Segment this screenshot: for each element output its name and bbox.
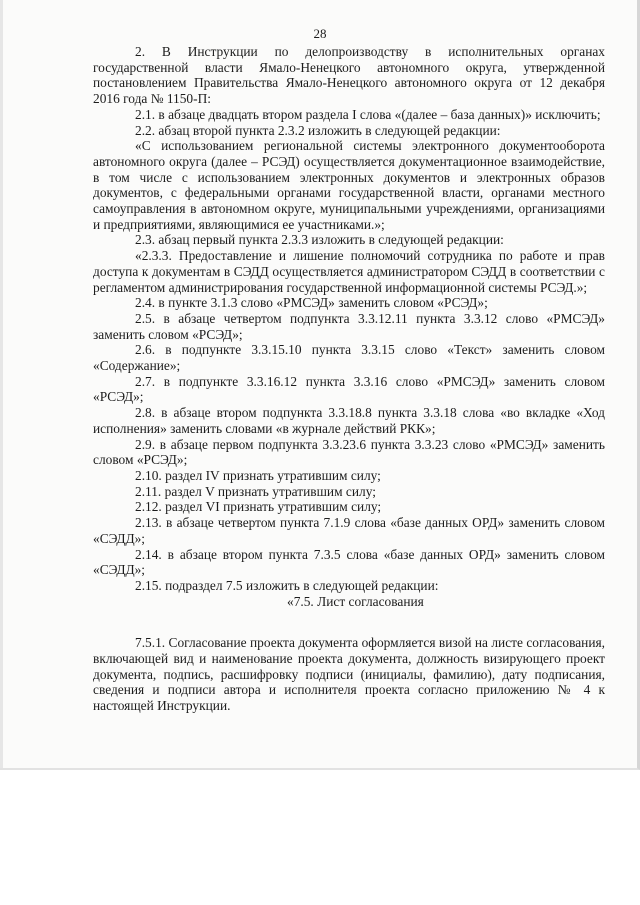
paragraph-2-9: 2.9. в абзаце первом подпункта 3.3.23.6 пункта 3.3.23 слово «РМСЭД» заменить словом «РСЭД»; bbox=[93, 436, 605, 468]
quote-2-2: «С использованием региональной системы электронного документооборота автономного округа (далее – РСЭД) осуществляется документационное взаимодействие, в том числе с использованием электронных документов и электронных образов документов, с федеральными органами государственной власти, органами местного самоуправления в автономном округе, муниципальными учреждениями, организациями и предприятиями, являющимися ее участниками.»; bbox=[93, 138, 605, 232]
paragraph-2-12: 2.12. раздел VI признать утратившим силу; bbox=[135, 499, 382, 515]
paragraph-2-7: 2.7. в подпункте 3.3.16.12 пункта 3.3.16 слово «РМСЭД» заменить словом «РСЭД»; bbox=[93, 373, 605, 405]
paragraph-2-14: 2.14. в абзаце втором пункта 7.3.5 слова «базе данных ОРД» заменить словом «СЭДД»; bbox=[93, 546, 605, 578]
paragraph-2-6: 2.6. в подпункте 3.3.15.10 пункта 3.3.15 слово «Текст» заменить словом «Содержание»; bbox=[93, 342, 605, 374]
paragraph-2-5: 2.5. в абзаце четвертом подпункта 3.3.12.11 пункта 3.3.12 слово «РМСЭД» заменить словом «РСЭД»; bbox=[93, 310, 605, 342]
paragraph-2-11: 2.11. раздел V признать утратившим силу; bbox=[135, 483, 376, 499]
paragraph-2-8: 2.8. в абзаце втором подпункта 3.3.18.8 пункта 3.3.18 слова «во вкладке «Ход исполнения» заменить словами «в журнале действий РКК»; bbox=[93, 405, 605, 436]
paragraph-2: 2. В Инструкции по делопроизводству в исполнительных органах государственной власти Ямало-Ненецкого автономного округа, утвержденной постановлением Правительства Ямало-Ненецкого автономного округа от 12 декабря 2016 года № 1150-П: bbox=[93, 44, 605, 107]
paragraph-2-15: 2.15. подраздел 7.5 изложить в следующей редакции: bbox=[135, 577, 439, 593]
paragraph-2-3: 2.3. абзац первый пункта 2.3.3 изложить в следующей редакции: bbox=[135, 232, 504, 248]
paragraph-2-13: 2.13. в абзаце четвертом пункта 7.1.9 слова «базе данных ОРД» заменить словом «СЭДД»; bbox=[93, 515, 605, 546]
paragraph-2-2: 2.2. абзац второй пункта 2.3.2 изложить в следующей редакции: bbox=[135, 122, 501, 138]
paragraph-7-5-1: 7.5.1. Согласование проекта документа оформляется визой на листе согласования, включающей вид и наименование проекта документа, должность визирующего проект документа, подпись, расшифровку подписи (инициалы, фамилию), дату подписания, сведения и подписи автора и исполнителя проекта согласно приложению № 4 к настоящей Инструкции. bbox=[93, 635, 605, 714]
spacer bbox=[93, 609, 605, 635]
quote-2-3: «2.3.3. Предоставление и лишение полномочий сотрудника по работе и прав доступа к документам в СЭДД осуществляется администратором СЭДД в соответствии с регламентом администрирования государственной информационной системы РСЭД.»; bbox=[93, 248, 605, 295]
paragraph-2-4: 2.4. в пункте 3.1.3 слово «РМСЭД» заменить словом «РСЭД»; bbox=[135, 295, 488, 311]
paragraph-2-1: 2.1. в абзаце двадцать втором раздела I слова «(далее – база данных)» исключить; bbox=[135, 106, 601, 122]
page-number: 28 bbox=[313, 26, 327, 41]
paragraph-2-10: 2.10. раздел IV признать утратившим силу; bbox=[135, 467, 381, 483]
section-heading: «7.5. Лист согласования bbox=[287, 593, 424, 609]
document-body bbox=[93, 44, 605, 714]
